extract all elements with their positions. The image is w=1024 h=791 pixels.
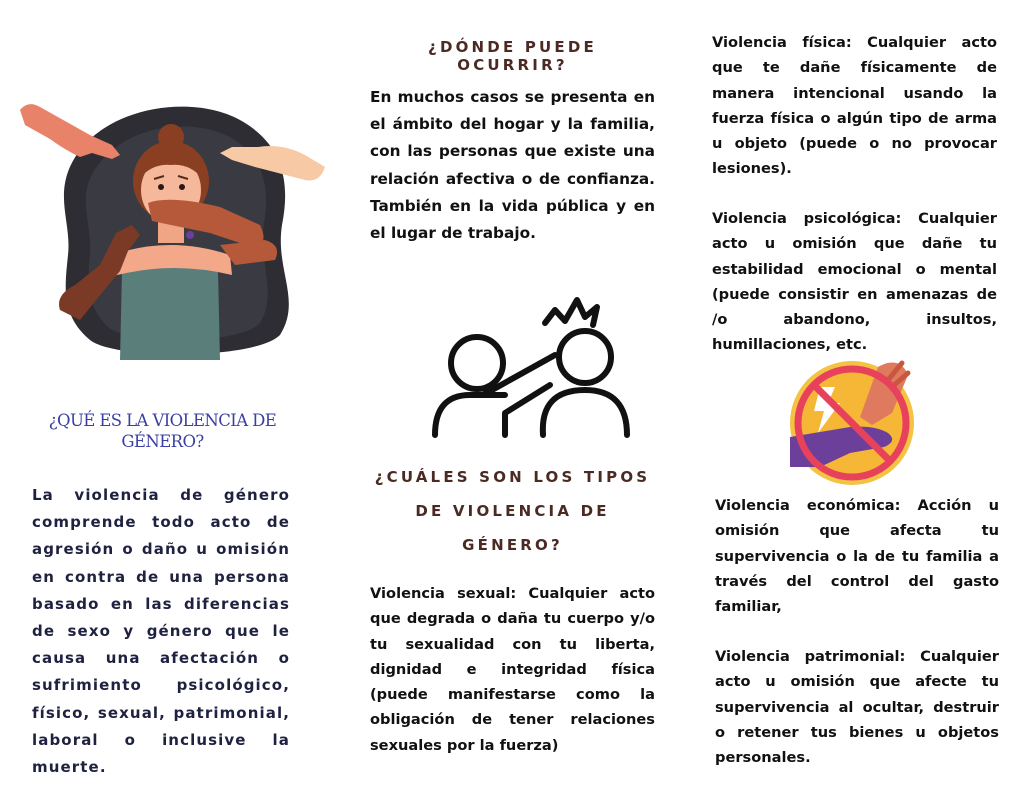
push-fight-icon (425, 295, 630, 445)
patrimonial-violence-text: Violencia patrimonial: Cualquier acto u omisión que afecte tu supervivencia al ocultar, destruir o retener tus bienes u objetos personales. (715, 648, 999, 767)
types-title-line-3: GÉNERO? (462, 536, 563, 554)
types-title (370, 460, 655, 562)
economic-violence-text: Violencia económica: Acción u omisión que afecta tu supervivencia o la de tu familia a través del control del gasto familiar, (715, 497, 999, 616)
types-title-line-2: DE VIOLENCIA DE (415, 502, 610, 520)
physical-violence-text: Violencia física: Cualquier acto que te dañe físicamente de manera intencional usando la fuerza física o algún tipo de arma u objeto (puede o no provocar lesiones). (712, 34, 997, 178)
what-is-body: La violencia de género comprende todo acto de agresión o daño u omisión en contra de una persona basado en las diferencias de sexo y género que le causa una afectación o sufrimiento psicológico, físico, sexual, patrimonial, laboral o inclusive la muerte. (32, 486, 290, 777)
types-title-line-1: ¿CUÁLES SON LOS TIPOS (374, 468, 651, 486)
where-body: En muchos casos se presenta en el ámbito del hogar y la familia, con las personas que existe una relación afectiva o de confianza. También en la vida pública y en el lugar de trabajo. (370, 88, 655, 243)
woman-pointed-at-illustration (20, 95, 325, 360)
where-title: ¿DÓNDE PUEDE OCURRIR? (428, 38, 597, 74)
what-is-title: ¿QUÉ ES LA VIOLENCIA DE GÉNERO? (48, 411, 277, 451)
psychological-violence-text: Violencia psicológica: Cualquier acto u omisión que dañe tu estabilidad emocional o mental (puede consistir en amenazas de /o abandono, insultos, humillaciones, etc. (712, 210, 997, 354)
sexual-violence-text: Violencia sexual: Cualquier acto que degrada o daña tu cuerpo y/o tu sexualidad con tu liberta, dignidad e integridad física (puede manifestarse como la obligación de tener relaciones sexuales por la fuerza) (370, 585, 655, 754)
stop-violence-icon (780, 355, 935, 490)
